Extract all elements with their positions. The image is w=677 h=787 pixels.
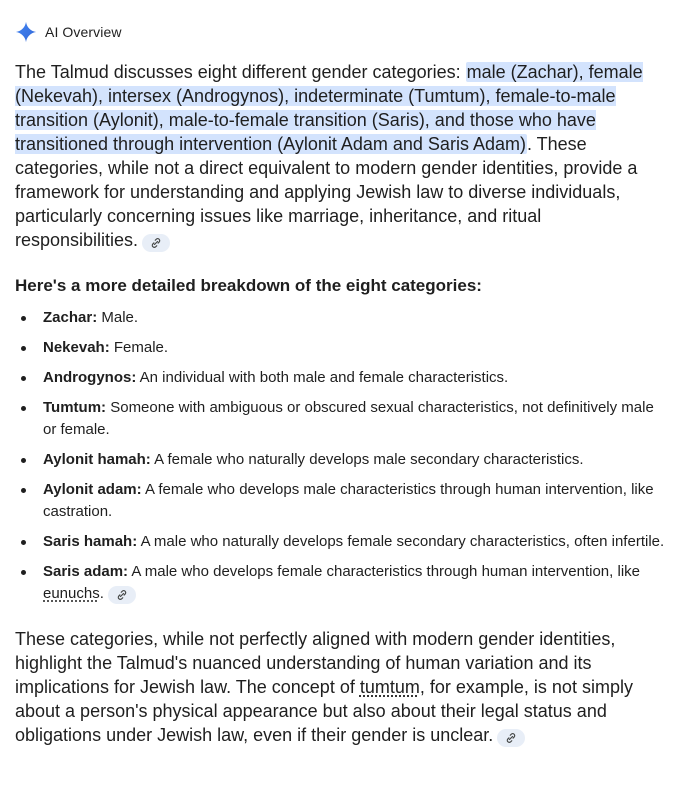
list-item: [15, 449, 665, 471]
eunuchs-link[interactable]: eunuchs: [43, 585, 100, 602]
category-term: Saris hamah:: [43, 533, 138, 550]
category-desc: A female who naturally develops male secondary characteristics.: [154, 451, 584, 468]
category-term: Zachar:: [43, 309, 98, 326]
intro-rest: . These categories, while not a direct equivalent to modern gender identities, provide a framework for understanding and applying Jewish law to diverse individuals, particularly concerning issues like marriage, inheritance, and ritual responsibilities.: [15, 134, 638, 250]
category-term: Nekevah:: [43, 339, 110, 356]
link-icon: [150, 237, 162, 249]
category-desc: Someone with ambiguous or obscured sexual characteristics, not definitively male or female.: [43, 399, 654, 438]
tumtum-link[interactable]: tumtum: [359, 677, 420, 697]
ai-overview-content: [15, 60, 665, 747]
category-term: Tumtum:: [43, 399, 107, 416]
category-desc: A male who develops female characteristics through human intervention, like: [131, 563, 640, 580]
link-icon: [505, 732, 517, 744]
intro-lead: The Talmud discusses eight different gender categories:: [15, 62, 461, 82]
list-item: [15, 307, 665, 329]
source-link-button[interactable]: [142, 234, 170, 252]
ai-overview-title: AI Overview: [45, 24, 122, 40]
breakdown-heading: Here's a more detailed breakdown of the eight categories:: [15, 276, 482, 295]
category-term: Androgynos:: [43, 369, 137, 386]
source-link-button[interactable]: [497, 729, 525, 747]
category-desc: An individual with both male and female characteristics.: [139, 369, 509, 386]
category-desc: A female who develops male characteristics through human intervention, like castration.: [43, 481, 654, 520]
list-item: [15, 337, 665, 359]
source-link-button[interactable]: [108, 586, 136, 604]
gemini-sparkle-icon: [15, 21, 37, 43]
intro-highlight: male (Zachar), female (Nekevah), intersex (Androgynos), indeterminate (Tumtum), female-to-male transition (Aylonit), male-to-female transition (Saris), and those who have transitioned through intervention (Aylonit Adam and Saris Adam): [15, 62, 643, 154]
list-item: [15, 397, 665, 441]
list-item: [15, 561, 665, 605]
category-desc: A male who naturally develops female secondary characteristics, often infertile.: [140, 533, 665, 550]
category-term: Aylonit hamah:: [43, 451, 151, 468]
category-desc-end: .: [99, 585, 104, 602]
link-icon: [116, 589, 128, 601]
list-item: [15, 531, 665, 553]
conclusion-before: These categories, while not perfectly aligned with modern gender identities, highlight the Talmud's nuanced understanding of human variation and its implications for Jewish law. The concept of: [15, 629, 616, 697]
intro-paragraph: [15, 60, 665, 252]
list-item: [15, 367, 665, 389]
ai-overview-header: [15, 20, 122, 44]
conclusion-after: , for example, is not simply about a person's physical appearance but also about their legal status and obligations under Jewish law, even if their gender is unclear.: [15, 677, 633, 745]
category-term: Aylonit adam:: [43, 481, 142, 498]
categories-list: [15, 307, 665, 605]
conclusion-paragraph: [15, 627, 665, 747]
category-desc: Female.: [113, 339, 169, 356]
category-term: Saris adam:: [43, 563, 129, 580]
category-desc: Male.: [101, 309, 139, 326]
list-item: [15, 479, 665, 523]
